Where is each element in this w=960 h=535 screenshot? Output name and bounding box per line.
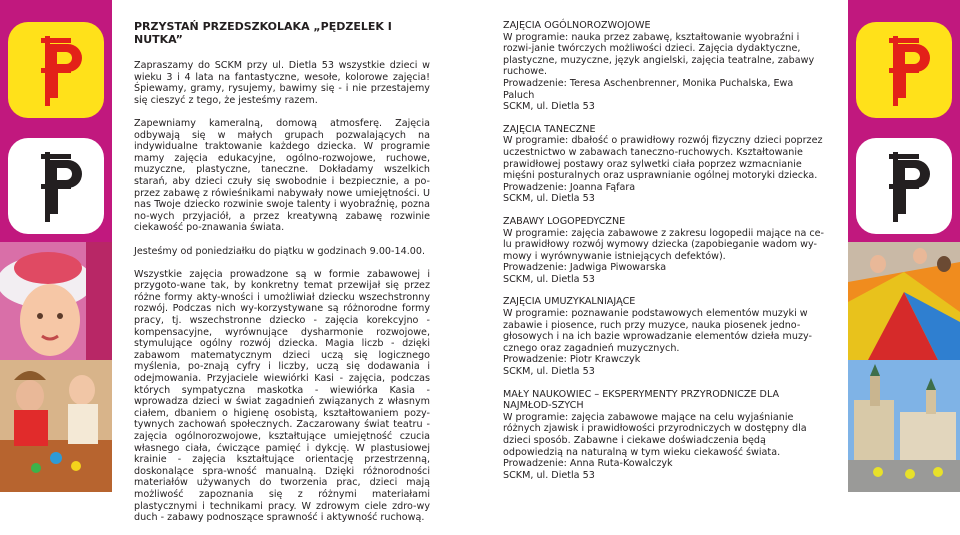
p-logo-tile-white bbox=[856, 138, 952, 234]
section-program: W programie: zajęcia zabawowe mające na celu wyjaśnianie różnych zjawisk i prawidłowości przyrodniczych w dostępny dla dzieci sposób. Zabawne i ciekawe doświadczenia będą odpowiedzią na naturalną w tym wieku ciekawość świata. bbox=[503, 411, 807, 458]
right-text-column bbox=[503, 20, 827, 492]
section-title: ZAJĘCIA TANECZNE bbox=[503, 123, 596, 135]
section-program: W programie: dbałość o prawidłowy rozwój fizyczny dzieci poprzez uczestnictwo w zabawach taneczno-ruchowych. Kształtowanie prawidłowej postawy oraz sylwetki ciała poprzez wzmacnianie mięśni posturalnych oraz usprawnianie ogólnej motoryki dziecka. bbox=[503, 135, 823, 182]
p-letter-logo-icon bbox=[856, 22, 952, 118]
p-letter-logo-icon bbox=[8, 22, 104, 118]
section-program: W programie: zajęcia zabawowe z zakresu logopedii mające na ce-lu prawidłowy rozwój wymowy dziecka (zapobieganie wadom wy-mowy i wyrównywanie istniejących defektów). bbox=[503, 227, 825, 262]
section-speech-therapy bbox=[503, 216, 827, 286]
left-text-column bbox=[134, 20, 430, 535]
section-lead: Prowadzenie: Teresa Aschenbrenner, Monika Puchalska, Ewa Paluch bbox=[503, 77, 794, 101]
section-title: MAŁY NAUKOWIEC – EKSPERYMENTY PRZYRODNICZE DLA NAJMŁOD-SZYCH bbox=[503, 388, 780, 412]
intro-paragraph: Zapraszamy do SCKM przy ul. Dietla 53 wszystkie dzieci w wieku 3 i 4 lata na fantastyczne, wesołe, kolorowe zajęcia! Śpiewamy, gramy, rysujemy, bawimy się - i nie przestajemy się cieszyć z tego, że jesteśmy razem. bbox=[134, 60, 430, 106]
section-place: SCKM, ul. Dietla 53 bbox=[503, 366, 595, 378]
page-title: PRZYSTAŃ PRZEDSZKOLAKA „PĘDZELEK I NUTKA” bbox=[134, 20, 392, 46]
left-decorative-strip bbox=[0, 0, 112, 492]
town-square-photo bbox=[848, 360, 960, 492]
section-title: ZAJĘCIA OGÓLNOROZWOJOWE bbox=[503, 20, 651, 31]
section-lead: Prowadzenie: Piotr Krawczyk bbox=[503, 354, 641, 366]
section-lead: Prowadzenie: Jadwiga Piwowarska bbox=[503, 262, 667, 274]
section-lead: Prowadzenie: Anna Ruta-Kowalczyk bbox=[503, 458, 673, 470]
section-general-development bbox=[503, 20, 827, 113]
p-letter-logo-icon bbox=[8, 138, 104, 234]
section-program: W programie: poznawanie podstawowych elementów muzyki w zabawie i piosence, ruch przy muzyce, nauka piosenek jedno-głosowych i na ich bazie wprowadzanie elementów dzieła muzy-cznego oraz zagadnień muzycznych. bbox=[503, 308, 812, 354]
p-logo-tile-white bbox=[8, 138, 104, 234]
opening-hours-paragraph: Jesteśmy od poniedziałku do piątku w godzinach 9.00-14.00. bbox=[134, 245, 426, 257]
atmosphere-paragraph: Zapewniamy kameralną, domową atmosferę. Zajęcia odbywają się w małych grupach pozwalających na indywidualne traktowanie każdego dziecka. W programie mamy zajęcia edukacyjne, ogólno-rozwojowe, ruchowe, muzyczne, plastyczne, taneczne. Dokładamy wszelkich starań, aby dzieci czuły się swobodnie i bezpiecznie, a po-przez zabawę z rówieśnikami nabywały nowe umiejętności. U nas Twoje dziecko rozwinie swoje talenty i wyobraźnię, pozna no-wych przyjaciół, a przez kreatywną zabawę rozwinie ciekawość po-znawania świata. bbox=[134, 117, 430, 234]
section-lead: Prowadzenie: Joanna Fąfara bbox=[503, 181, 636, 193]
section-place: SCKM, ul. Dietla 53 bbox=[503, 469, 595, 481]
parachute-game-photo bbox=[848, 242, 960, 360]
p-logo-tile-yellow bbox=[856, 22, 952, 118]
section-place: SCKM, ul. Dietla 53 bbox=[503, 273, 595, 285]
section-program: W programie: nauka przez zabawę, kształtowanie wyobraźni i rozwi-janie twórczych możliwości dzieci. Zajęcia dydaktyczne, plastyczne, muzyczne, język angielski, zajęcia teatralne, zabawy ruchowe. bbox=[503, 31, 815, 78]
children-painting-photo bbox=[0, 360, 112, 492]
section-dance bbox=[503, 124, 827, 205]
section-little-scientist bbox=[503, 389, 827, 482]
p-logo-tile-yellow bbox=[8, 22, 104, 118]
section-place: SCKM, ul. Dietla 53 bbox=[503, 193, 595, 205]
activities-paragraph: Wszystkie zajęcia prowadzone są w formie zabawowej i przygoto-wane tak, by konkretny temat przewijał się przez różne formy akty-wności i umożliwiał dziecku wszechstronny rozwój. Podczas nich wy-korzystywane są różnorodne formy pracy, tj. wszechstronne dziecko - zajęcia korekcyjno - kompensacyjne, wyrównujące dysharmonie rozwojowe, stymulujące ogólny rozwój dziecka. Magia liczb - dzięki zabawom matematycznym dzieci uczą się logicznego myślenia, po-znają cyfry i liczby, uczą się dodawania i odejmowania. Przyjaciele wiewiórki Kasi - zajęcia, podczas których sympatyczna maskotka - wiewiórka Kasia - wprowadza dzieci w świat zagadnień związanych z własnym ciałem, dbaniem o higienę osobistą, kształtowaniem pozy-tywnych zachowań społecznych. Zaczarowany świat teatru - zajęcia ogólnorozwojowe, kształtujące umiejętność czucia własnego ciała, ćwiczące pamięć i dykcję. W plastusiowej krainie - zajęcia kształtujące orientację przestrzenną, doskonalące spra-wność manualną. Dzięki różnorodności materiałów używanych do tworzenia prac, dzieci mają możliwość zapoznania się z różnymi materiałami plastycznymi i technikami pracy. W zdrowym ciele zdro-wy duch - zabawy podnoszące sprawność i aktywność ruchową. bbox=[134, 268, 430, 524]
child-with-hat-photo bbox=[0, 242, 112, 360]
section-title: ZABAWY LOGOPEDYCZNE bbox=[503, 215, 626, 227]
section-place: SCKM, ul. Dietla 53 bbox=[503, 101, 595, 113]
section-title: ZAJĘCIA UMUZYKALNIAJĄCE bbox=[503, 296, 636, 308]
section-music bbox=[503, 296, 827, 377]
right-decorative-strip bbox=[848, 0, 960, 492]
p-letter-logo-icon bbox=[856, 138, 952, 234]
